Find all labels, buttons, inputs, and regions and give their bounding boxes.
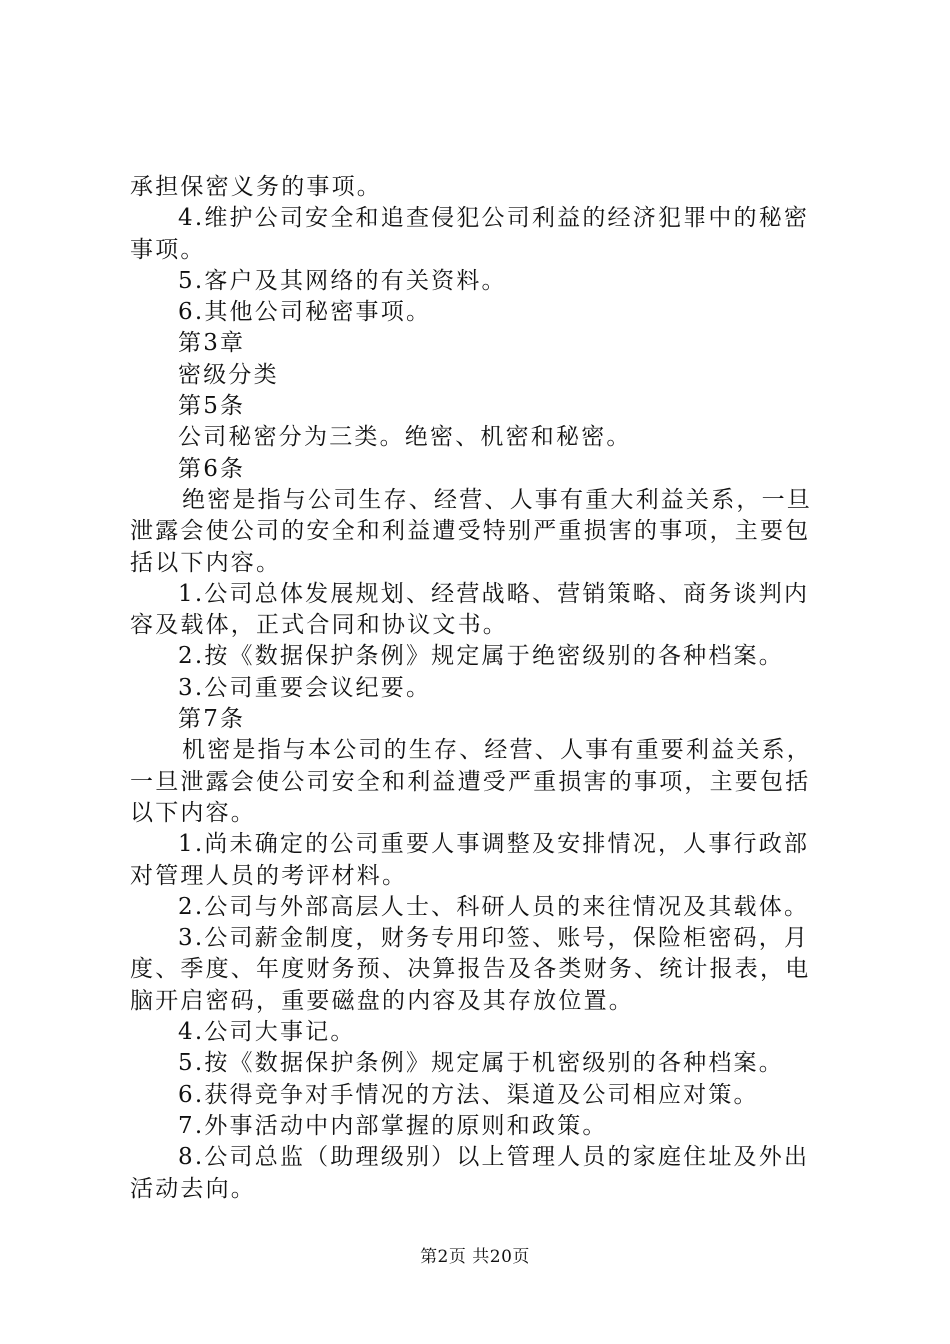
text-line: 7.外事活动中内部掌握的原则和政策。 [178, 1112, 608, 1139]
chapter-title: 密级分类 [178, 361, 279, 388]
text-line: 2.公司与外部高层人士、科研人员的来往情况及其载体。 [178, 893, 810, 920]
text-line: 1.公司总体发展规划、经营战略、营销策略、商务谈判内 [178, 580, 810, 607]
text-line: 机密是指与本公司的生存、经营、人事有重要利益关系， [182, 737, 812, 764]
text-line: 2.按《数据保护条例》规定属于绝密级别的各种档案。 [178, 643, 784, 670]
document-body [130, 172, 830, 1205]
article-heading: 第6条 [178, 455, 246, 482]
page-number-footer: 第2页 共20页 [420, 1247, 530, 1267]
text-line: 活动去向。 [130, 1175, 256, 1202]
text-line: 对管理人员的考评材料。 [130, 862, 408, 889]
text-line: 3.公司重要会议纪要。 [178, 674, 432, 701]
text-line: 公司秘密分为三类。绝密、机密和秘密。 [178, 424, 632, 451]
text-line: 括以下内容。 [130, 549, 282, 576]
text-line: 以下内容。 [130, 799, 256, 826]
text-line: 度、季度、年度财务预、决算报告及各类财务、统计报表，电 [130, 956, 811, 983]
text-line: 泄露会使公司的安全和利益遭受特别严重损害的事项，主要包 [130, 518, 811, 545]
article-heading: 第5条 [178, 393, 246, 420]
chapter-heading: 第3章 [178, 330, 246, 357]
text-line: 绝密是指与公司生存、经营、人事有重大利益关系，一旦 [182, 486, 812, 513]
text-line: 6.其他公司秘密事项。 [178, 299, 432, 326]
text-line: 5.按《数据保护条例》规定属于机密级别的各种档案。 [178, 1050, 784, 1077]
text-line: 3.公司薪金制度，财务专用印签、账号，保险柜密码，月 [178, 925, 810, 952]
text-line: 5.客户及其网络的有关资料。 [178, 267, 507, 294]
text-line: 6.获得竞争对手情况的方法、渠道及公司相应对策。 [178, 1081, 759, 1108]
text-line: 容及载体，正式合同和协议文书。 [130, 612, 508, 639]
text-line: 1.尚未确定的公司重要人事调整及安排情况，人事行政部 [178, 831, 810, 858]
text-line: 承担保密义务的事项。 [130, 174, 382, 200]
text-line: 4.公司大事记。 [178, 1019, 356, 1046]
text-line: 脑开启密码，重要磁盘的内容及其存放位置。 [130, 987, 634, 1014]
text-line: 4.维护公司安全和追查侵犯公司利益的经济犯罪中的秘密 [178, 205, 810, 232]
text-line: 8.公司总监（助理级别）以上管理人员的家庭住址及外出 [178, 1144, 810, 1171]
text-line: 事项。 [130, 236, 206, 263]
article-heading: 第7条 [178, 706, 246, 733]
text-line: 一旦泄露会使公司安全和利益遭受严重损害的事项，主要包括 [130, 768, 811, 795]
